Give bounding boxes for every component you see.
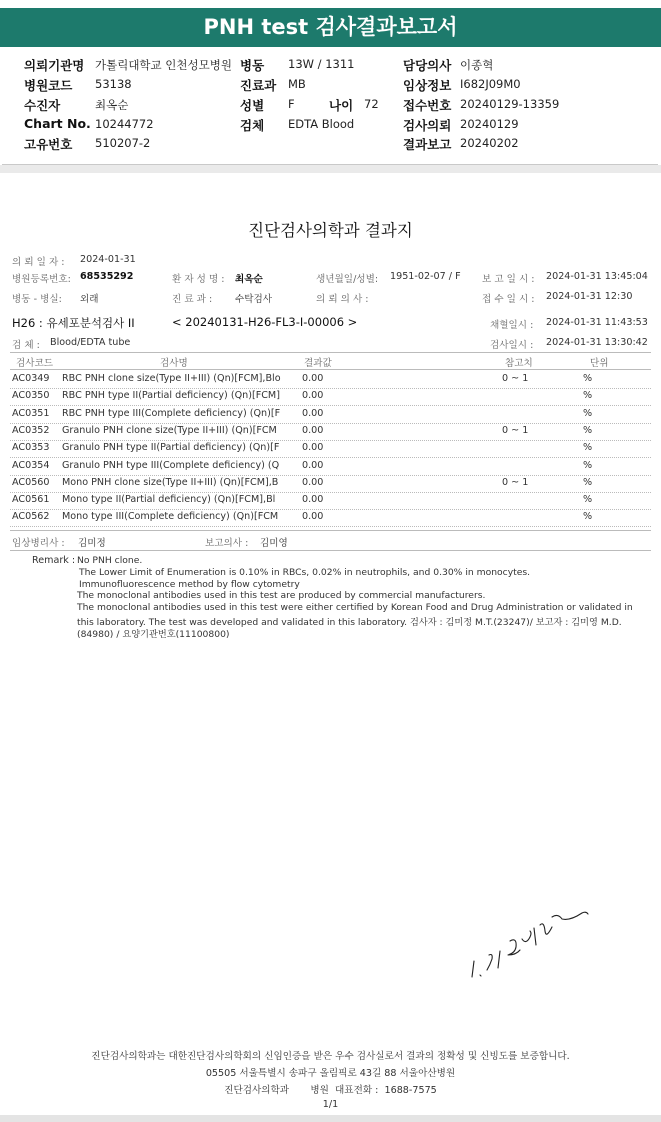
- row-unit: %: [583, 442, 593, 453]
- row-code: AC0352: [12, 425, 50, 436]
- pathologist-label: 임상병리사 :: [12, 538, 65, 549]
- receipt-time-value: 2024-01-31 12:30: [546, 291, 633, 302]
- row-test-name: Granulo PNH clone size(Type II+III) (Qn)[FCM: [62, 425, 277, 436]
- req-date-label: 검사의뢰: [403, 118, 452, 133]
- table-bottom-rule: [10, 530, 651, 531]
- row-unit: %: [583, 390, 593, 401]
- patient-value: 최옥순: [95, 98, 129, 112]
- test-name: H26 : 유세포분석검사 II: [12, 316, 135, 330]
- receipt-label: 접수번호: [403, 98, 452, 113]
- row-separator: [10, 526, 651, 527]
- row-result: 0.00: [302, 442, 324, 453]
- row-unit: %: [583, 425, 593, 436]
- footer-certification: 진단검사의학과는 대한진단검사의학회의 신임인증을 받은 우수 검사실로서 결과의 정확성 및 신빙도를 보증합니다.: [91, 1051, 570, 1062]
- row-unit: %: [583, 477, 593, 488]
- doctor-label: 담당의사: [403, 58, 452, 73]
- ward-label: 병동 - 병실:: [12, 294, 62, 305]
- row-separator: [10, 405, 651, 406]
- row-code: AC0351: [12, 408, 50, 419]
- table-header-rule: [10, 369, 651, 370]
- row-separator: [10, 440, 651, 441]
- row-result: 0.00: [302, 477, 324, 488]
- clinical-value: I682J09M0: [460, 77, 521, 91]
- row-unit: %: [583, 373, 593, 384]
- footer-address: 05505 서울특별시 송파구 올림픽로 43길 88 서울아산병원: [205, 1068, 456, 1079]
- row-unit: %: [583, 494, 593, 505]
- ward-value: 외래: [80, 294, 99, 305]
- remark-line: The Lower Limit of Enumeration is 0.10% in RBCs, 0.02% in neutrophils, and 0.30% in monocytes.: [79, 566, 531, 578]
- col-ref-header: 참고치: [505, 358, 533, 369]
- page-bottom-edge: [0, 1115, 661, 1122]
- test-time-label: 검사일시 :: [490, 340, 534, 351]
- specimen-value: Blood/EDTA tube: [50, 337, 131, 348]
- chart-value: 10244772: [95, 117, 154, 131]
- patient-label: 환 자 성 명 :: [172, 274, 225, 285]
- remark-line: The monoclonal antibodies used in this test were either certified by Korean Food and Drug Administration or validated in: [77, 602, 633, 614]
- row-result: 0.00: [302, 408, 324, 419]
- receipt-value: 20240129-13359: [460, 97, 560, 111]
- patient-label: 수진자: [24, 98, 61, 113]
- col-result-header: 결과값: [304, 358, 332, 369]
- age-value: 72: [364, 97, 379, 111]
- footer-contact: 진단검사의학과 병원 대표전화 : 1688-7575: [224, 1085, 437, 1096]
- reporter-value: 김미영: [260, 538, 288, 549]
- reg-no-value: 68535292: [80, 271, 134, 282]
- remark-line: (84980) / 요양기관번호(11100800): [77, 628, 230, 640]
- report-date-label: 결과보고: [403, 137, 452, 152]
- row-result: 0.00: [302, 511, 324, 522]
- row-code: AC0353: [12, 442, 50, 453]
- specimen-value: EDTA Blood: [288, 117, 355, 131]
- reg-no-label: 병원등록번호:: [12, 274, 71, 285]
- sex-value: F: [288, 97, 295, 111]
- lab-report-title: 진단검사의학과 결과지: [248, 221, 413, 240]
- section-divider: [0, 165, 661, 173]
- report-date-value: 20240202: [460, 136, 519, 150]
- row-test-name: Granulo PNH type II(Partial deficiency) (Qn)[F: [62, 442, 280, 453]
- req-inst-label: 의뢰기관명: [24, 58, 85, 73]
- remark-rule: [10, 550, 651, 551]
- row-unit: %: [583, 511, 593, 522]
- hosp-code-value: 53138: [95, 77, 132, 91]
- row-test-name: Mono type III(Complete deficiency) (Qn)[FCM: [62, 511, 279, 522]
- sex-label: 성별: [240, 98, 265, 113]
- chart-label: Chart No.: [24, 116, 91, 131]
- row-code: AC0562: [12, 511, 50, 522]
- req-date-label: 의 뢰 일 자 :: [12, 257, 65, 268]
- doctor-value: 이종혁: [460, 58, 494, 72]
- col-code-header: 검사코드: [16, 358, 54, 369]
- hosp-code-label: 병원코드: [24, 78, 73, 93]
- receipt-time-label: 접 수 일 시 :: [482, 294, 535, 305]
- lab-report-sheet: [0, 173, 661, 1115]
- report-time-value: 2024-01-31 13:45:04: [546, 271, 648, 282]
- clinical-label: 임상정보: [403, 78, 452, 93]
- row-separator: [10, 388, 651, 389]
- row-test-name: Granulo PNH type III(Complete deficiency) (Q: [62, 460, 280, 471]
- remark-line: Immunofluorescence method by flow cytometry: [79, 578, 300, 590]
- row-test-name: RBC PNH type III(Complete deficiency) (Qn)[F: [62, 408, 281, 419]
- collect-time-label: 채혈일시 :: [490, 320, 534, 331]
- row-code: AC0560: [12, 477, 50, 488]
- test-id: < 20240131-H26-FL3-I-00006 >: [172, 315, 358, 329]
- row-result: 0.00: [302, 460, 324, 471]
- row-separator: [10, 423, 651, 424]
- patient-value: 최옥순: [235, 274, 263, 285]
- pathologist-value: 김미정: [78, 538, 106, 549]
- header-info-panel: [2, 49, 658, 165]
- uid-label: 고유번호: [24, 137, 73, 152]
- row-test-name: Mono PNH clone size(Type II+III) (Qn)[FCM],B: [62, 477, 279, 488]
- dept-value: MB: [288, 77, 306, 91]
- reporter-label: 보고의사 :: [205, 538, 249, 549]
- report-time-label: 보 고 일 시 :: [482, 274, 535, 285]
- remark-line: No PNH clone.: [77, 555, 143, 566]
- ward-label: 병동: [240, 58, 265, 73]
- row-code: AC0354: [12, 460, 50, 471]
- row-separator: [10, 475, 651, 476]
- table-top-rule: [10, 352, 651, 353]
- req-inst-value: 가톨릭대학교 인천성모병원: [95, 58, 232, 72]
- row-code: AC0561: [12, 494, 50, 505]
- birth-label: 생년월일/성별:: [316, 274, 379, 285]
- remark-line: this laboratory. The test was developed and validated in this laboratory. 검사자 : 김미정 M.T.(23247)/ 보고자 : 김미영 M.D.: [77, 617, 622, 628]
- collect-time-value: 2024-01-31 11:43:53: [546, 317, 648, 328]
- handwritten-signature: [460, 873, 600, 983]
- row-code: AC0349: [12, 373, 50, 384]
- ward-value: 13W / 1311: [288, 57, 355, 71]
- col-name-header: 검사명: [160, 358, 188, 369]
- specimen-label: 검체: [240, 118, 265, 133]
- row-test-name: RBC PNH clone size(Type II+III) (Qn)[FCM],Blo: [62, 373, 281, 384]
- specimen-label: 검 체 :: [12, 340, 40, 351]
- dept-label: 진료과: [240, 78, 277, 93]
- req-date-value: 2024-01-31: [80, 254, 136, 265]
- birth-value: 1951-02-07 / F: [390, 271, 461, 282]
- doctor-label: 의 뢰 의 사 :: [316, 294, 369, 305]
- remark-label: Remark :: [32, 555, 76, 566]
- row-ref-range: 0 ~ 1: [502, 373, 529, 384]
- row-unit: %: [583, 408, 593, 419]
- row-separator: [10, 457, 651, 458]
- dept-label: 진 료 과 :: [172, 294, 213, 305]
- row-result: 0.00: [302, 390, 324, 401]
- uid-value: 510207-2: [95, 136, 151, 150]
- row-ref-range: 0 ~ 1: [502, 477, 529, 488]
- page-number: 1/1: [322, 1099, 339, 1110]
- row-separator: [10, 492, 651, 493]
- remark-line: The monoclonal antibodies used in this test are produced by commercial manufacturers.: [77, 590, 486, 602]
- req-date-value: 20240129: [460, 117, 519, 131]
- report-title-bar: [0, 8, 661, 47]
- col-unit-header: 단위: [590, 358, 609, 369]
- dept-value: 수탁검사: [235, 294, 273, 305]
- row-test-name: RBC PNH type II(Partial deficiency) (Qn)[FCM]: [62, 390, 280, 401]
- row-code: AC0350: [12, 390, 50, 401]
- row-unit: %: [583, 460, 593, 471]
- row-separator: [10, 509, 651, 510]
- age-label: 나이: [329, 98, 354, 113]
- test-time-value: 2024-01-31 13:30:42: [546, 337, 648, 348]
- row-test-name: Mono type II(Partial deficiency) (Qn)[FCM],Bl: [62, 494, 276, 505]
- row-ref-range: 0 ~ 1: [502, 425, 529, 436]
- row-result: 0.00: [302, 494, 324, 505]
- report-title: PNH test 검사결과보고서: [203, 15, 458, 39]
- row-result: 0.00: [302, 425, 324, 436]
- row-result: 0.00: [302, 373, 324, 384]
